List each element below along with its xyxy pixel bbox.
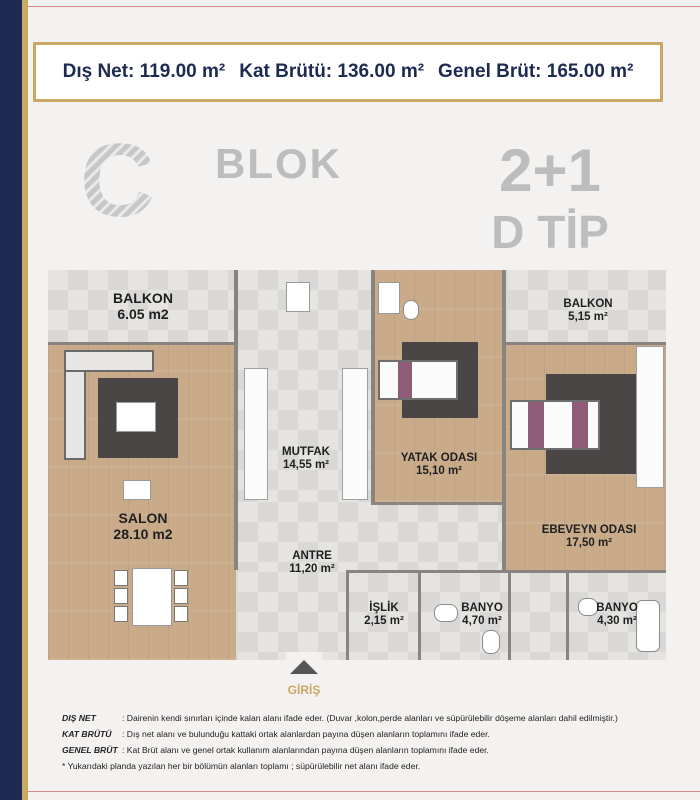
dis-net-label: Dış Net: [62,61,135,82]
room-antre-lower [238,572,348,660]
top-rule [28,6,700,7]
note-row: DIŞ NET : Dairenin kendi sınırları içinde kalan alanı ifade eder. (Duvar ,kolon,perde alanları ve süpürülebilir döşeme alanları dahil edilmiştir.) [62,713,618,723]
note-row: GENEL BRÜT : Kat Brüt alanı ve genel ortak kullanım alanlarından payına düşen alanların toplamını ifade eder. [62,745,489,755]
label-antre: ANTRE 11,20 m² [289,550,335,576]
label-banyo-1: BANYO 4,70 m² [461,602,503,628]
entrance-label: GİRİŞ [287,683,321,697]
kat-brutu-value: 136.00 m² [337,61,425,82]
label-balkon-left: BALKON 6.05 m2 [113,290,173,323]
label-banyo-2: BANYO 4,30 m² [596,602,638,628]
label-ebeveyn: EBEVEYN ODASI 17,50 m² [541,524,637,550]
dis-net [63,61,226,83]
genel-brut-value: 165.00 m² [546,61,634,82]
unit-type: D TİP [491,206,609,258]
block-letter-logo [80,140,190,220]
note-row: KAT BRÜTÜ : Dış net alanı ve bulunduğu kattaki ortak alanlardan payına düşen alanların toplamını ifade eder. [62,729,490,739]
floor-plan [48,270,666,660]
label-salon: SALON 28.10 m2 [113,510,173,543]
area-summary [33,42,663,102]
kat-brutu [239,61,424,83]
side-bar-gold [22,0,28,800]
genel-brut-label: Genel Brüt: [438,61,542,82]
label-balkon-right: BALKON 5,15 m² [563,298,613,324]
block-letter: C [80,140,156,220]
block-label: BLOK [215,140,342,187]
kat-brutu-label: Kat Brütü: [239,61,333,82]
side-bar-navy [0,0,22,800]
notes [62,710,672,774]
unit-rooms: 2+1 [499,137,601,204]
entrance-arrow-icon [290,660,318,674]
dis-net-value: 119.00 m² [139,61,226,82]
label-mutfak: MUTFAK 14,55 m² [282,446,330,472]
genel-brut [438,61,633,83]
bottom-rule [28,791,700,792]
footnote: * Yukarıdaki planda yazılan her bir bölümün alanları toplamı ; süpürülebilir net alanı ifade eder. [62,761,421,771]
label-yatak-odasi: YATAK ODASI 15,10 m² [400,452,478,478]
label-islik: İŞLİK 2,15 m² [364,602,404,628]
